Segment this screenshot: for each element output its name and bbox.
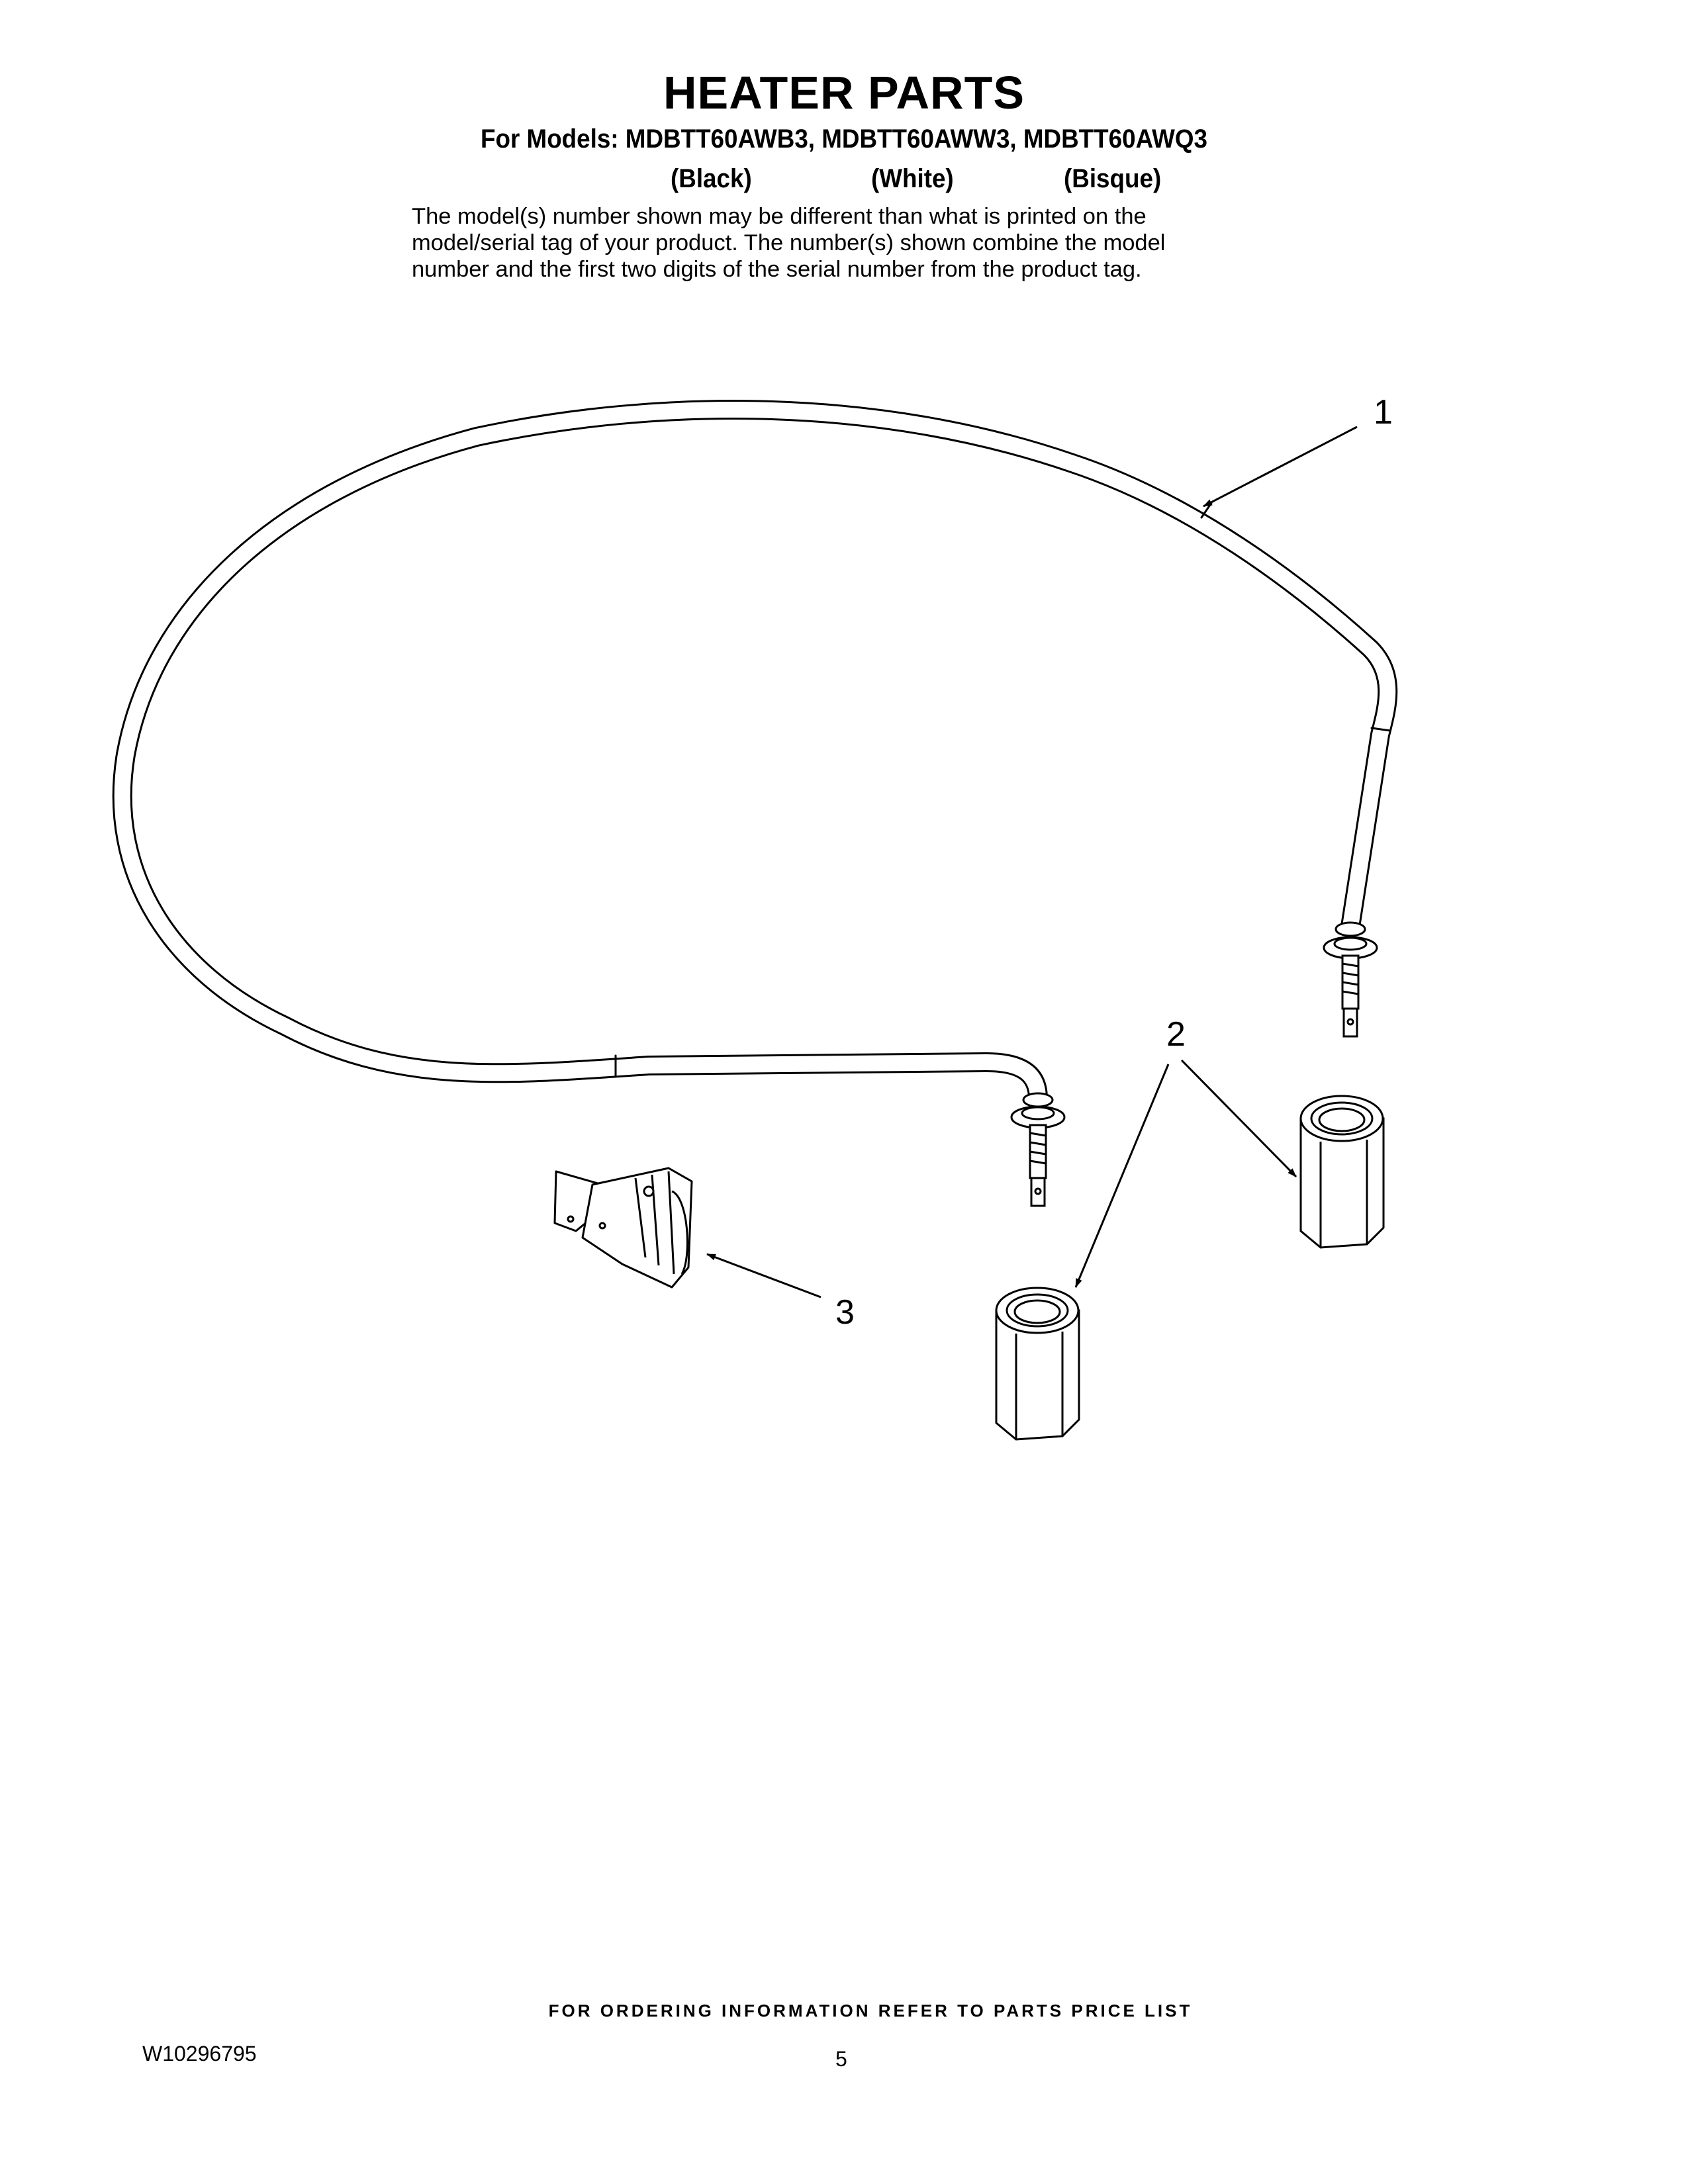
- bracket: [555, 1168, 692, 1287]
- ordering-info: FOR ORDERING INFORMATION REFER TO PARTS PRICE LIST: [548, 2001, 1193, 2021]
- heater-terminal-right: [1324, 923, 1377, 1036]
- color-black: (Black): [671, 164, 752, 193]
- page-title: HEATER PARTS: [663, 67, 1025, 118]
- heater-terminal-left: [1011, 1093, 1064, 1206]
- leader-2b: [1076, 1064, 1168, 1287]
- note-line-2: model/serial tag of your product. The number(s) shown combine the model: [412, 230, 1166, 255]
- callout-3: 3: [835, 1293, 855, 1332]
- callout-1: 1: [1374, 393, 1393, 432]
- leader-3: [707, 1254, 821, 1297]
- color-white: (White): [871, 164, 954, 193]
- callout-2: 2: [1166, 1015, 1186, 1054]
- heater-element: [122, 410, 1390, 1099]
- page-number: 5: [835, 2047, 847, 2071]
- leader-2a: [1182, 1060, 1296, 1177]
- document-code: W10296795: [142, 2042, 257, 2066]
- models-line: For Models: MDBTT60AWB3, MDBTT60AWW3, MDBTT60AWQ3: [481, 124, 1207, 154]
- color-bisque: (Bisque): [1064, 164, 1162, 193]
- note-line-1: The model(s) number shown may be different than what is printed on the: [412, 204, 1147, 229]
- leader-1: [1203, 427, 1357, 506]
- nut-left: [996, 1288, 1079, 1439]
- nut-right: [1301, 1096, 1383, 1248]
- note-line-3: number and the first two digits of the serial number from the product tag.: [412, 257, 1142, 282]
